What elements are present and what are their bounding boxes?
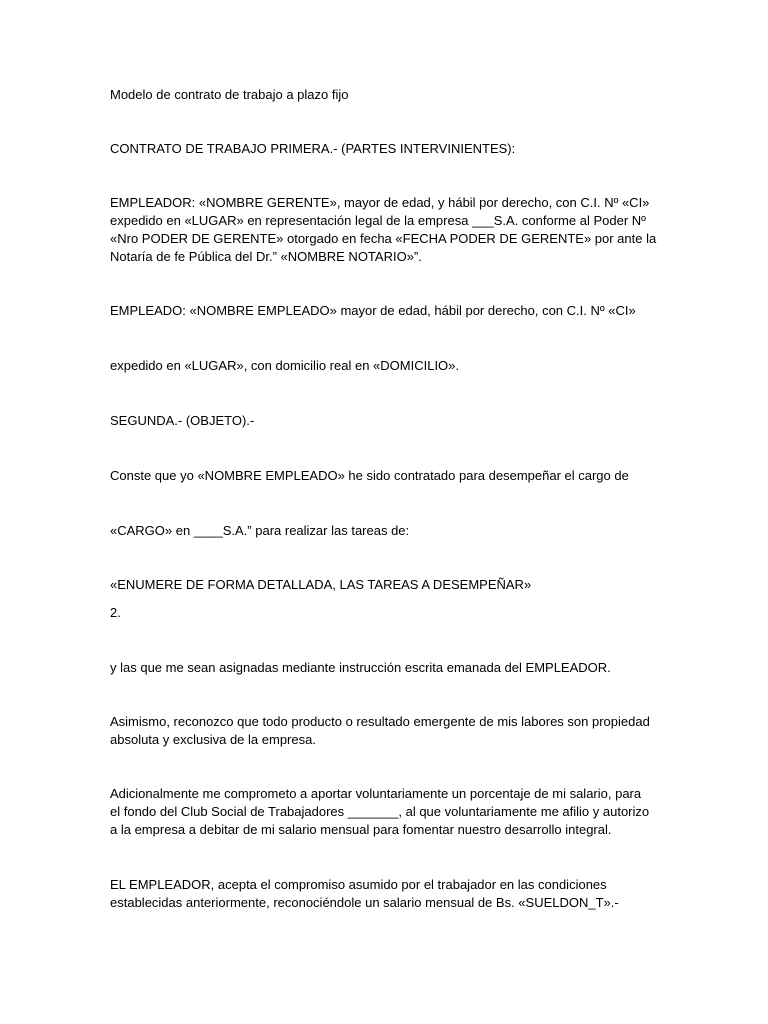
tasks-paragraph: «ENUMERE DE FORMA DETALLADA, LAS TAREAS A DESEMPEÑAR» (110, 577, 532, 592)
contribution-line: el fondo del Club Social de Trabajadores _______, al que voluntariamente me afilio y autorizo (110, 804, 650, 819)
salary-paragraph (110, 876, 660, 912)
document-title: Modelo de contrato de trabajo a plazo fijo (110, 87, 349, 102)
employer-paragraph (110, 194, 660, 266)
employer-line: expedido en «LUGAR» en representación legal de la empresa ___S.A. conforme al Poder Nº (110, 213, 646, 228)
position-paragraph: «CARGO» en ____S.A.” para realizar las tareas de: (110, 523, 410, 538)
ownership-line: Asimismo, reconozco que todo producto o resultado emergente de mis labores son propiedad (110, 714, 650, 729)
employee-paragraph: EMPLEADO: «NOMBRE EMPLEADO» mayor de edad, hábil por derecho, con C.I. Nº «CI» (110, 303, 636, 318)
section-second-heading: SEGUNDA.- (OBJETO).- (110, 413, 255, 428)
employee-domicile-paragraph: expedido en «LUGAR», con domicilio real en «DOMICILIO». (110, 358, 460, 373)
assigned-tasks-paragraph: y las que me sean asignadas mediante instrucción escrita emanada del EMPLEADOR. (110, 660, 611, 675)
contribution-line: Adicionalmente me comprometo a aportar voluntariamente un porcentaje de mi salario, para (110, 786, 642, 801)
section-first-heading: CONTRATO DE TRABAJO PRIMERA.- (PARTES INTERVINIENTES): (110, 141, 516, 156)
salary-line: EL EMPLEADOR, acepta el compromiso asumido por el trabajador en las condiciones (110, 877, 607, 892)
employer-line: EMPLEADOR: «NOMBRE GERENTE», mayor de edad, y hábil por derecho, con C.I. Nº «CI» (110, 195, 650, 210)
list-item-number: 2. (110, 605, 121, 620)
salary-line: establecidas anteriormente, reconociéndole un salario mensual de Bs. «SUELDON_T».- (110, 895, 619, 910)
contribution-line: a la empresa a debitar de mi salario mensual para fomentar nuestro desarrollo integral. (110, 822, 612, 837)
ownership-line: absoluta y exclusiva de la empresa. (110, 732, 316, 747)
contribution-paragraph (110, 785, 660, 839)
ownership-paragraph (110, 713, 660, 749)
employer-line: Notaría de fe Pública del Dr.” «NOMBRE NOTARIO»”. (110, 249, 422, 264)
hired-statement-paragraph: Conste que yo «NOMBRE EMPLEADO» he sido contratado para desempeñar el cargo de (110, 468, 629, 483)
employer-line: «Nro PODER DE GERENTE» otorgado en fecha «FECHA PODER DE GERENTE» por ante la (110, 231, 657, 246)
